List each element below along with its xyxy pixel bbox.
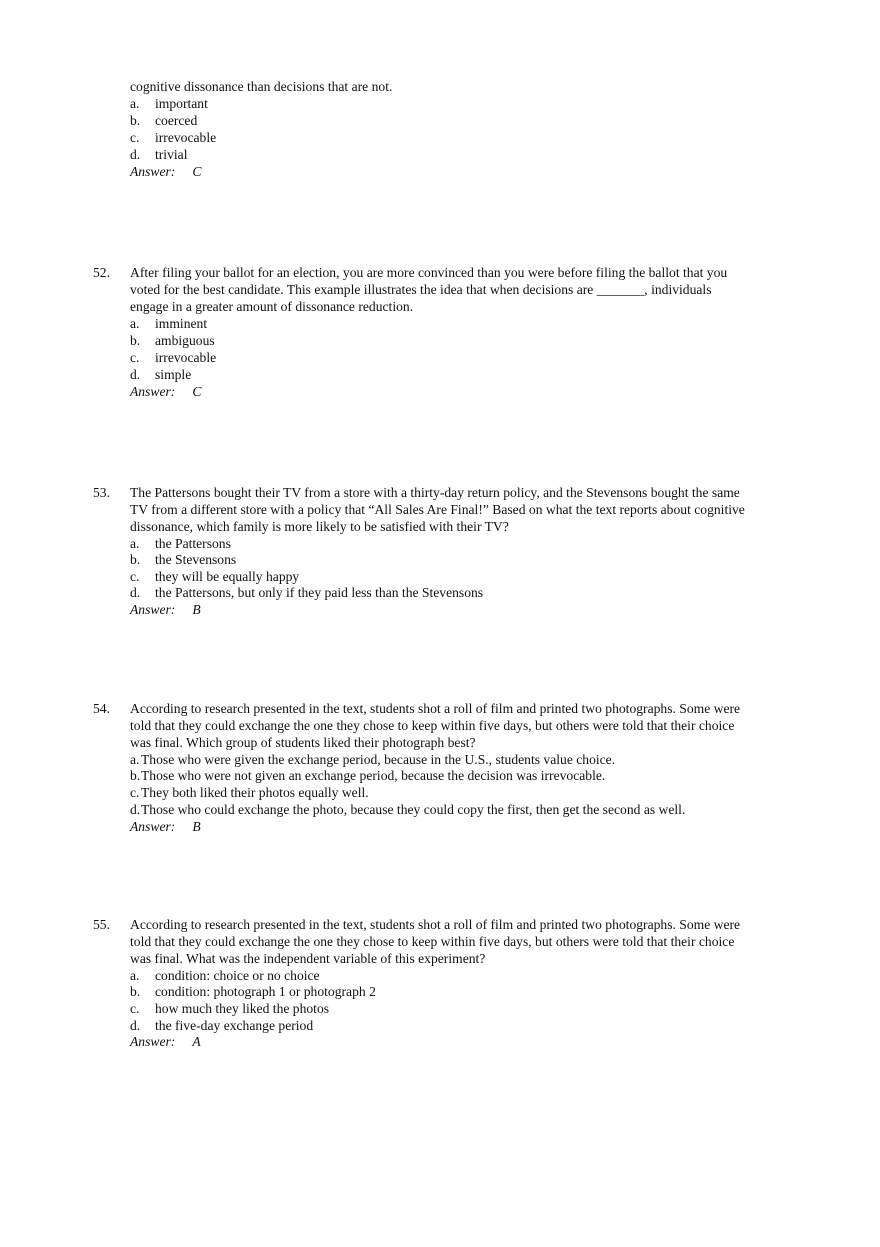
question-stem-line: voted for the best candidate. This example illustrates the idea that when decisions are _______, individuals bbox=[130, 282, 712, 297]
question-number: 54. bbox=[93, 701, 110, 716]
question-stem-line: TV from a different store with a policy that “All Sales Are Final!” Based on what the text reports about cognitive bbox=[130, 502, 745, 517]
answer-value: C bbox=[192, 384, 202, 399]
option-text: condition: choice or no choice bbox=[155, 968, 320, 983]
option-text: condition: photograph 1 or photograph 2 bbox=[155, 984, 376, 999]
option-letter: d. bbox=[130, 802, 141, 817]
question-stem-line: was final. What was the independent variable of this experiment? bbox=[130, 951, 486, 966]
answer-line bbox=[130, 1033, 201, 1050]
option-text: ambiguous bbox=[155, 333, 215, 348]
option-letter: b. bbox=[130, 333, 141, 348]
option-letter: a. bbox=[130, 96, 140, 111]
option-letter: b. bbox=[130, 768, 141, 783]
question-number: 53. bbox=[93, 485, 110, 500]
answer-label: Answer: bbox=[130, 819, 176, 834]
option-text: important bbox=[155, 96, 208, 111]
question-stem-line: told that they could exchange the one they chose to keep within five days, but others were told that their choice bbox=[130, 718, 735, 733]
option-letter: d. bbox=[130, 147, 141, 162]
option-text: trivial bbox=[155, 147, 188, 162]
question-stem-line: engage in a greater amount of dissonance reduction. bbox=[130, 299, 414, 314]
option-text: the Pattersons bbox=[155, 536, 231, 551]
answer-line bbox=[130, 818, 201, 835]
option-letter: a. bbox=[130, 968, 140, 983]
question-stem-line: dissonance, which family is more likely to be satisfied with their TV? bbox=[130, 519, 509, 534]
option-letter: b. bbox=[130, 113, 141, 128]
option-letter: c. bbox=[130, 569, 140, 584]
answer-label: Answer: bbox=[130, 164, 176, 179]
option-letter: c. bbox=[130, 785, 140, 800]
answer-label: Answer: bbox=[130, 1034, 176, 1049]
option-text: They both liked their photos equally well. bbox=[141, 785, 369, 800]
option-text: coerced bbox=[155, 113, 198, 128]
option-text: Those who were given the exchange period, because in the U.S., students value choice. bbox=[141, 752, 616, 767]
option-text: simple bbox=[155, 367, 192, 382]
option-letter: a. bbox=[130, 536, 140, 551]
option-text: irrevocable bbox=[155, 130, 217, 145]
option-letter: a. bbox=[130, 316, 140, 331]
question-stem-line: According to research presented in the text, students shot a roll of film and printed two photographs. Some were bbox=[130, 701, 741, 716]
option-letter: b. bbox=[130, 984, 141, 999]
option-text: they will be equally happy bbox=[155, 569, 300, 584]
option-letter: a. bbox=[130, 752, 140, 767]
answer-label: Answer: bbox=[130, 384, 176, 399]
answer-label: Answer: bbox=[130, 602, 176, 617]
option-text: Those who were not given an exchange period, because the decision was irrevocable. bbox=[141, 768, 606, 783]
option-text: the Pattersons, but only if they paid less than the Stevensons bbox=[155, 585, 484, 600]
option-letter: d. bbox=[130, 367, 141, 382]
answer-value: B bbox=[192, 602, 201, 617]
answer-line bbox=[130, 163, 201, 180]
answer-line bbox=[130, 601, 201, 618]
option-text: imminent bbox=[155, 316, 208, 331]
option-text: how much they liked the photos bbox=[155, 1001, 330, 1016]
option-text: irrevocable bbox=[155, 350, 217, 365]
answer-value: A bbox=[192, 1034, 201, 1049]
option-text: the Stevensons bbox=[155, 552, 237, 567]
question-stem-line: was final. Which group of students liked their photograph best? bbox=[130, 735, 476, 750]
answer-value: C bbox=[192, 164, 202, 179]
option-letter: c. bbox=[130, 1001, 140, 1016]
option-text: Those who could exchange the photo, because they could copy the first, then get the second as well. bbox=[141, 802, 686, 817]
option-letter: d. bbox=[130, 1018, 141, 1033]
option-letter: b. bbox=[130, 552, 141, 567]
question-stem-line: According to research presented in the text, students shot a roll of film and printed two photographs. Some were bbox=[130, 917, 741, 932]
answer-value: B bbox=[192, 819, 201, 834]
option-letter: d. bbox=[130, 585, 141, 600]
option-letter: c. bbox=[130, 350, 140, 365]
option-letter: c. bbox=[130, 130, 140, 145]
answer-line bbox=[130, 383, 201, 400]
question-stem-line: The Pattersons bought their TV from a store with a thirty-day return policy, and the Stevensons bought the same bbox=[130, 485, 740, 500]
option-text: the five-day exchange period bbox=[155, 1018, 314, 1033]
question-number: 55. bbox=[93, 917, 110, 932]
question-stem-line: told that they could exchange the one they chose to keep within five days, but others were told that their choice bbox=[130, 934, 735, 949]
question-stem-line: After filing your ballot for an election, you are more convinced than you were before filing the ballot that you bbox=[130, 265, 728, 280]
question-number: 52. bbox=[93, 265, 110, 280]
question-stem: cognitive dissonance than decisions that are not. bbox=[130, 79, 393, 94]
